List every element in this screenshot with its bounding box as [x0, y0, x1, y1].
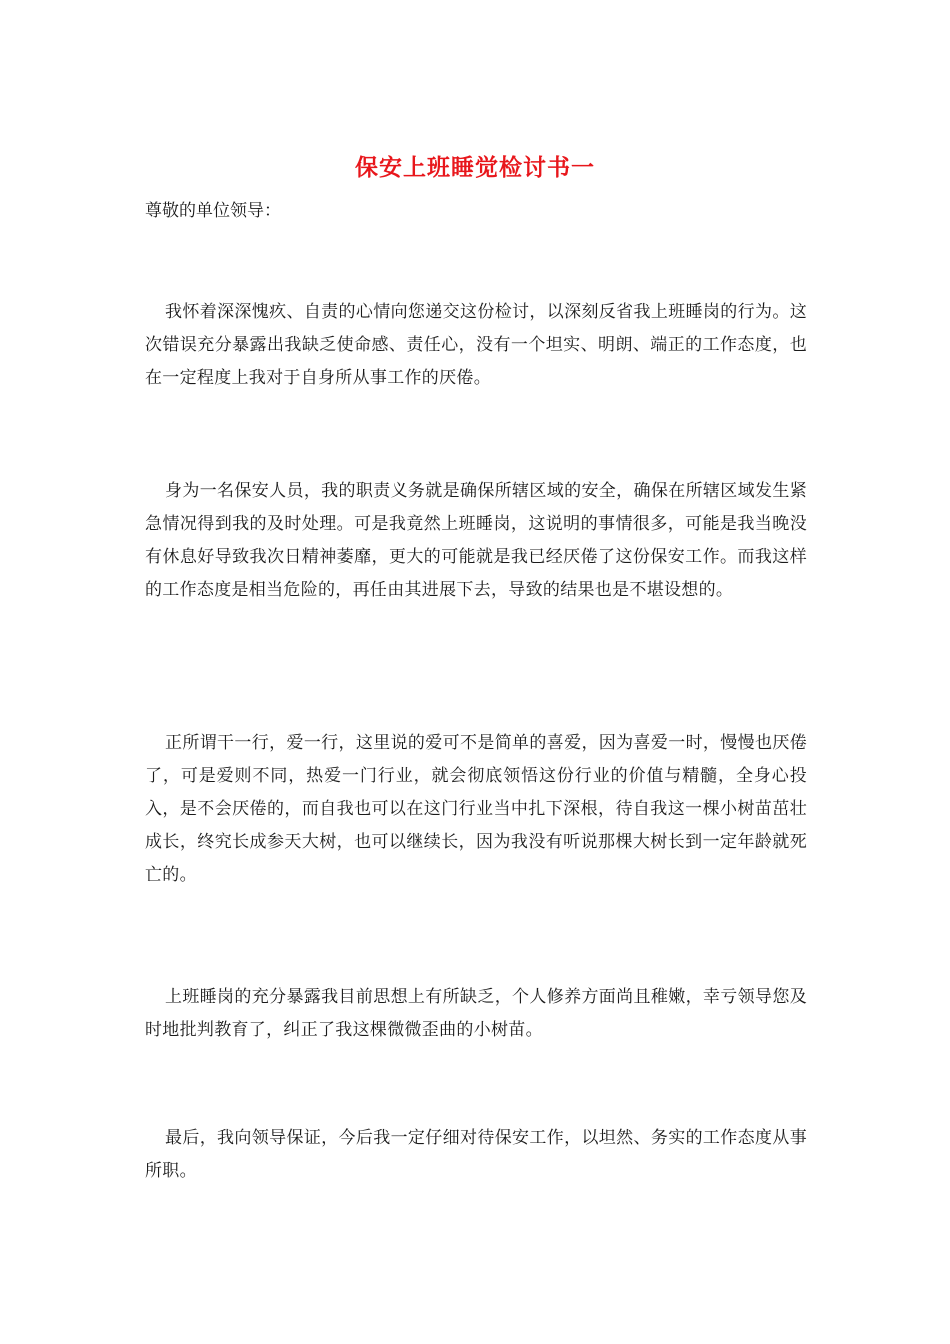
paragraph-1: 我怀着深深愧疚、自责的心情向您递交这份检讨，以深刻反省我上班睡岗的行为。这次错误充分暴露出我缺乏使命感、责任心，没有一个坦实、明朗、端正的工作态度，也在一定程度上我对于自身所从事工作的厌倦。: [145, 302, 807, 388]
paragraph-3: 正所谓干一行，爱一行，这里说的爱可不是简单的喜爱，因为喜爱一时，慢慢也厌倦了，可是爱则不同，热爱一门行业，就会彻底领悟这份行业的价值与精髓，全身心投入，是不会厌倦的，而自我也可以在这门行业当中扎下深根，待自我这一棵小树苗茁壮成长，终究长成参天大树，也可以继续长，因为我没有听说那棵大树长到一定年龄就死亡的。: [145, 733, 807, 885]
salutation: 尊敬的单位领导：: [145, 201, 281, 221]
paragraph-2: 身为一名保安人员，我的职责义务就是确保所辖区域的安全，确保在所辖区域发生紧急情况得到我的及时处理。可是我竟然上班睡岗，这说明的事情很多，可能是我当晚没有休息好导致我次日精神萎靡，更大的可能就是我已经厌倦了这份保安工作。而我这样的工作态度是相当危险的，再任由其进展下去，导致的结果也是不堪设想的。: [145, 481, 807, 600]
paragraph-4: 上班睡岗的充分暴露我目前思想上有所缺乏，个人修养方面尚且稚嫩，幸亏领导您及时地批判教育了，纠正了我这棵微微歪曲的小树苗。: [145, 987, 807, 1040]
paragraph-5: 最后，我向领导保证，今后我一定仔细对待保安工作，以坦然、务实的工作态度从事所职。: [145, 1128, 807, 1181]
document-title: 保安上班睡觉检讨书一: [355, 154, 595, 181]
